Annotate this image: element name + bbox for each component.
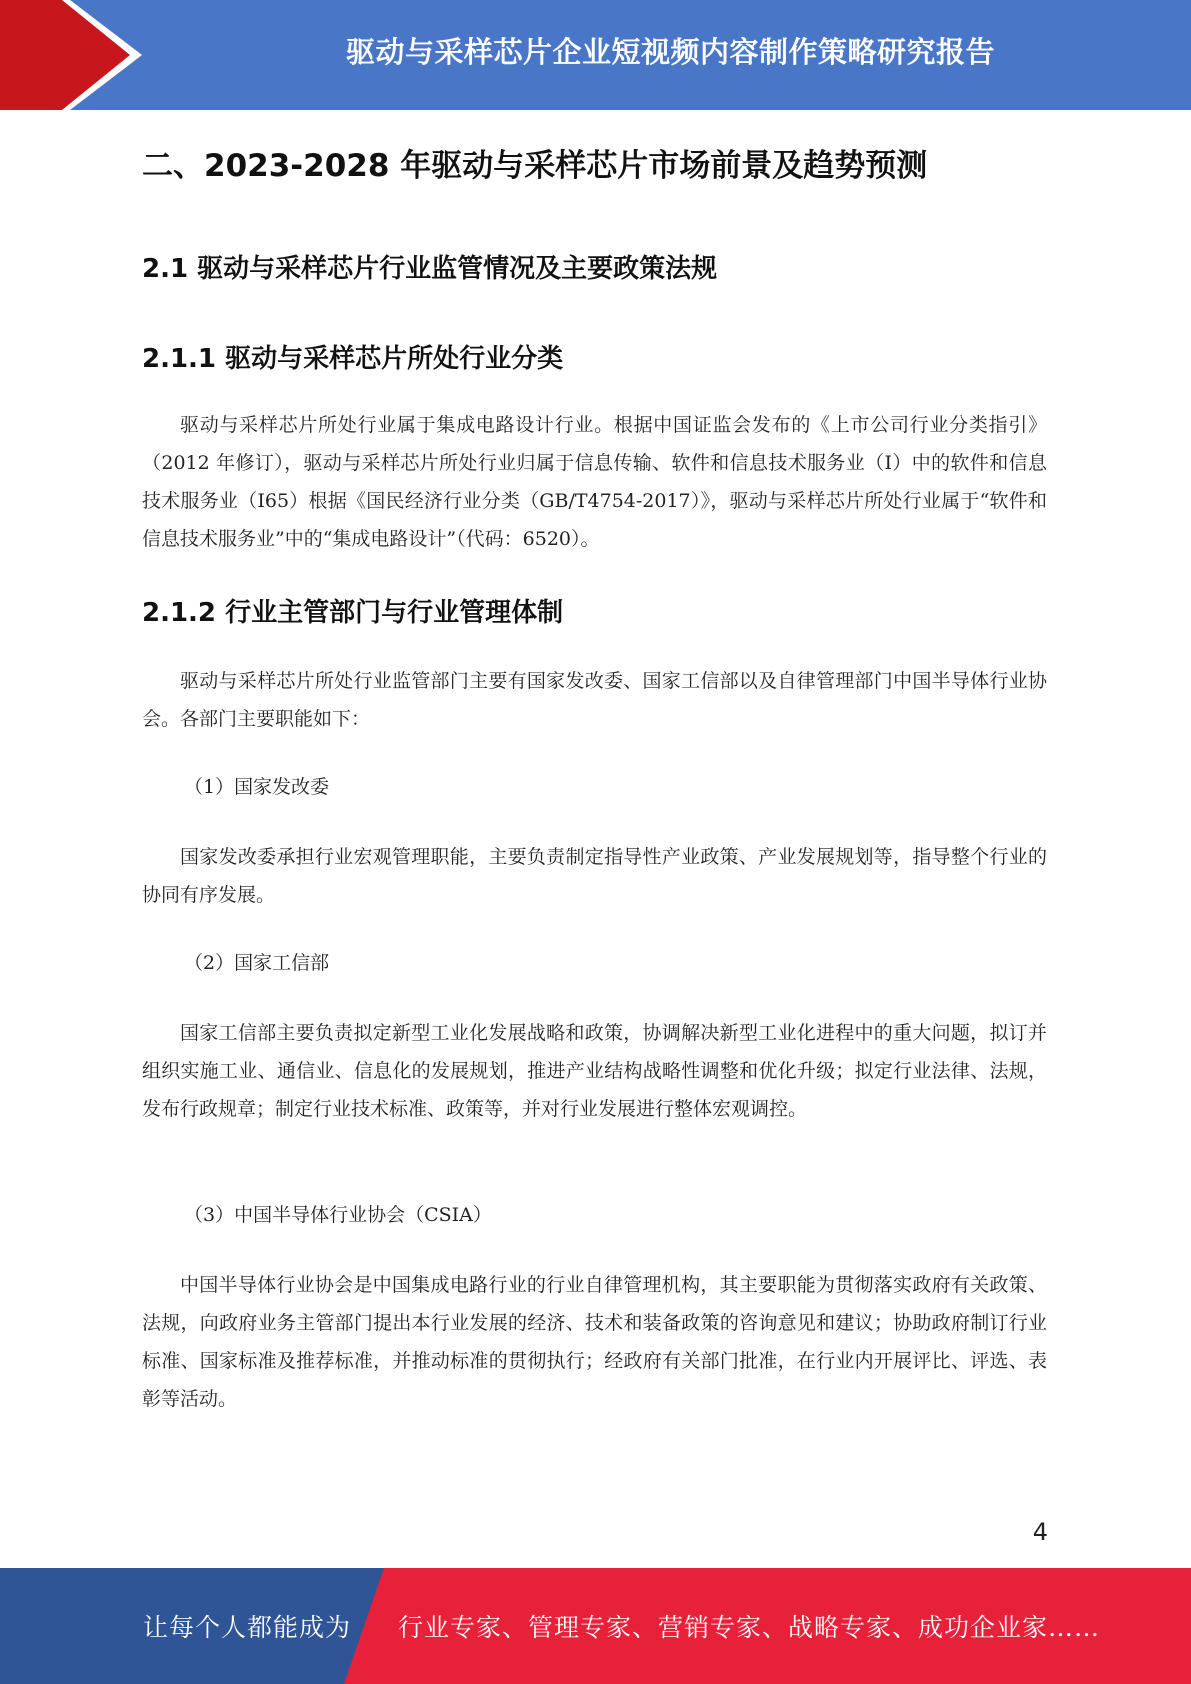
paragraph-miit: 国家工信部主要负责拟定新型工业化发展战略和政策，协调解决新型工业化进程中的重大问题，拟订并组织实施工业、通信业、信息化的发展规划，推进产业结构战略性调整和优化升级；拟定行业法律、法规，发布行政规章；制定行业技术标准、政策等，并对行业发展进行整体宏观调控。 — [142, 1022, 1047, 1120]
page-footer — [0, 1568, 1191, 1684]
footer-slogan-right: 行业专家、管理专家、营销专家、战略专家、成功企业家…… — [398, 1613, 1101, 1642]
page-header — [0, 0, 1191, 110]
chapter-heading: 二、2023-2028 年驱动与采样芯片市场前景及趋势预测 — [142, 148, 928, 184]
section-heading-2-1: 2.1 驱动与采样芯片行业监管情况及主要政策法规 — [142, 254, 718, 284]
section-heading-2-1-2: 2.1.2 行业主管部门与行业管理体制 — [142, 598, 564, 628]
subheading-ndrc: （1）国家发改委 — [184, 776, 330, 798]
page-number: 4 — [1032, 1518, 1048, 1546]
section-heading-2-1-1: 2.1.1 驱动与采样芯片所处行业分类 — [142, 344, 564, 374]
paragraph-regulators: 驱动与采样芯片所处行业监管部门主要有国家发改委、国家工信部以及自律管理部门中国半导体行业协会。各部门主要职能如下： — [142, 670, 1047, 730]
footer-slogan-left: 让每个人都能成为 — [143, 1613, 352, 1642]
header-red-arrow — [0, 0, 150, 110]
paragraph-csia: 中国半导体行业协会是中国集成电路行业的行业自律管理机构，其主要职能为贯彻落实政府有关政策、法规，向政府业务主管部门提出本行业发展的经济、技术和装备政策的咨询意见和建议；协助政府制订行业标准、国家标准及推荐标准，并推动标准的贯彻执行；经政府有关部门批准，在行业内开展评比、评选、表彰等活动。 — [142, 1274, 1047, 1410]
subheading-miit: （2）国家工信部 — [184, 952, 330, 974]
report-title: 驱动与采样芯片企业短视频内容制作策略研究报告 — [345, 34, 995, 69]
subheading-csia: （3）中国半导体行业协会（CSIA） — [184, 1204, 492, 1226]
paragraph-ndrc: 国家发改委承担行业宏观管理职能，主要负责制定指导性产业政策、产业发展规划等，指导整个行业的协同有序发展。 — [142, 846, 1047, 906]
paragraph-industry-classification: 驱动与采样芯片所处行业属于集成电路设计行业。根据中国证监会发布的《上市公司行业分类指引》（2012 年修订），驱动与采样芯片所处行业归属于信息传输、软件和信息技术服务业（I）中的软件和信息技术服务业（I65）根据《国民经济行业分类（GB/T4754-2017）》，驱动与采样芯片所处行业属于“软件和信息技术服务业”中的“集成电路设计”（代码：6520）。 — [142, 414, 1047, 550]
